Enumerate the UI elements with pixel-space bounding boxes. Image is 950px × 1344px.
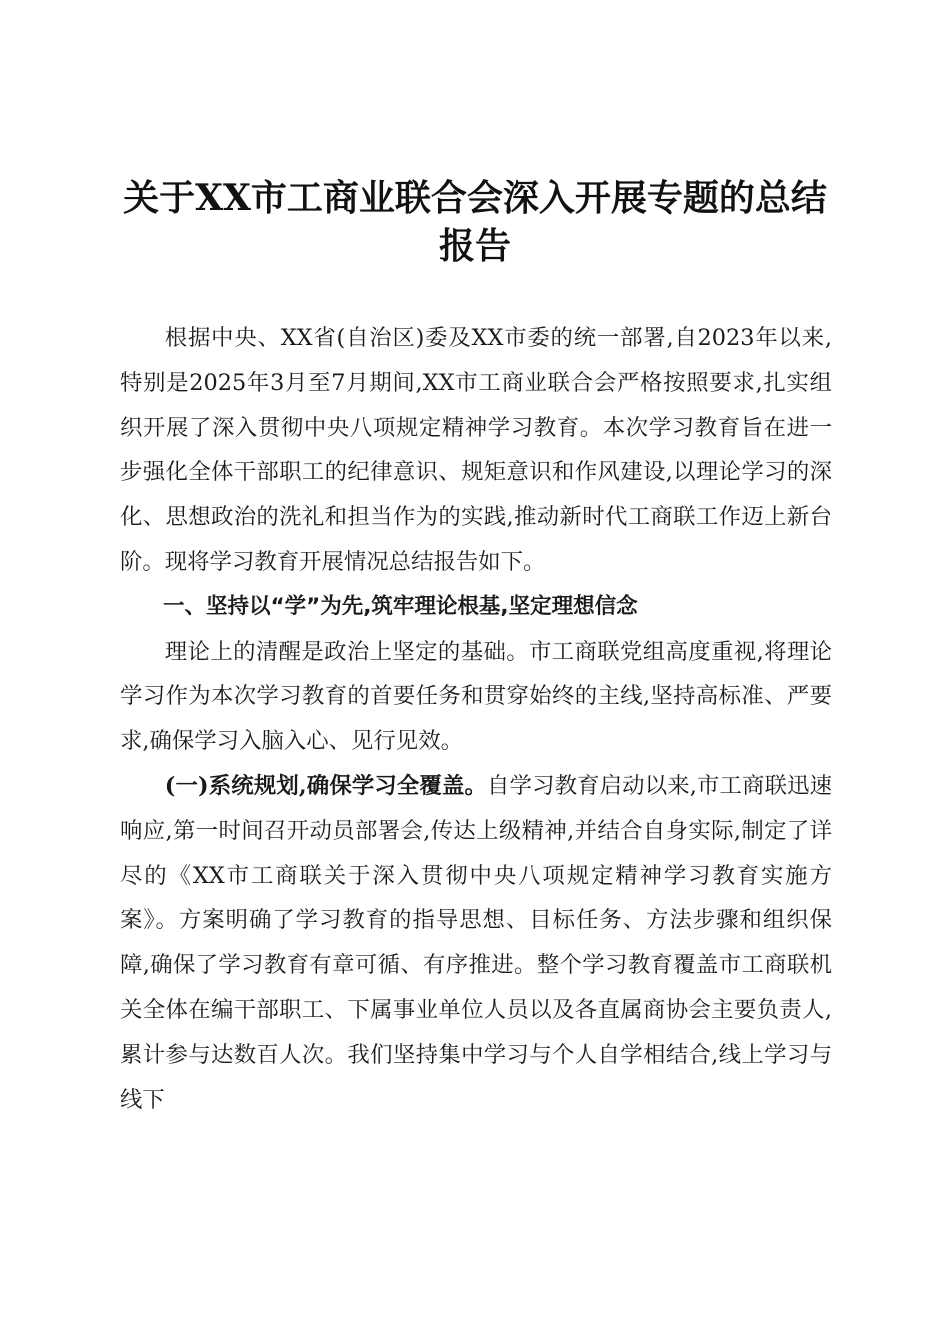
- section-1-paragraph: 理论上的清醒是政治上坚定的基础。市工商联党组高度重视,将理论学习作为本次学习教育的首要任务和贯穿始终的主线,坚持高标准、严要求,确保学习入脑入心、见行见效。: [120, 638, 832, 755]
- intro-paragraph: 根据中央、XX省(自治区)委及XX市委的统一部署,自2023年以来,特别是2025年3月至7月期间,XX市工商业联合会严格按照要求,扎实组织开展了深入贯彻中央八项规定精神学习教育。本次学习教育旨在进一步强化全体干部职工的纪律意识、规矩意识和作风建设,以理论学习的深化、思想政治的洗礼和担当作为的实践,推动新时代工商联工作迈上新台阶。现将学习教育开展情况总结报告如下。: [120, 325, 832, 575]
- subsection-1-paragraph: [120, 764, 832, 1122]
- document-body: [120, 316, 832, 1122]
- section-1-heading: 一、坚持以“学”为先,筑牢理论根基,坚定理想信念: [163, 593, 638, 619]
- subsection-1-text: 自学习教育启动以来,市工商联迅速响应,第一时间召开动员部署会,传达上级精神,并结合自身实际,制定了详尽的《XX市工商联关于深入贯彻中央八项规定精神学习教育实施方案》。方案明确了学习教育的指导思想、目标任务、方法步骤和组织保障,确保了学习教育有章可循、有序推进。整个学习教育覆盖市工商联机关全体在编干部职工、下属事业单位人员以及各直属商协会主要负责人,累计参与达数百人次。我们坚持集中学习与个人自学相结合,线上学习与线下: [120, 772, 833, 1113]
- subsection-1-lead: (一)系统规划,确保学习全覆盖。: [164, 772, 488, 799]
- document-title: 关于XX市工商业联合会深入开展专题的总结报告: [123, 177, 827, 267]
